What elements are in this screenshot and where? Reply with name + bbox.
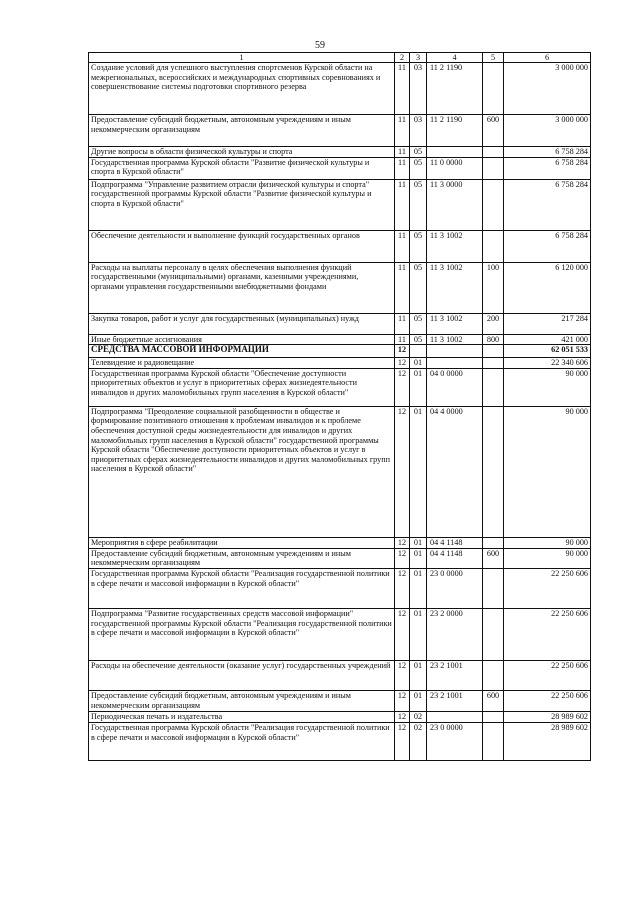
target-article-code (427, 358, 483, 369)
table-row (89, 115, 591, 147)
table-row (89, 345, 591, 358)
subsection-code: 02 (410, 722, 427, 760)
target-article-code: 11 3 1002 (427, 230, 483, 262)
subsection-code: 05 (410, 313, 427, 334)
table-row (89, 63, 591, 115)
target-article-code: 04 0 0000 (427, 368, 483, 406)
table-row (89, 406, 591, 537)
header-cell: 4 (427, 53, 483, 63)
target-article-code (427, 345, 483, 358)
expense-type-code: 100 (483, 262, 504, 313)
expense-type-code (483, 660, 504, 690)
target-article-code: 23 2 1001 (427, 660, 483, 690)
table-row (89, 368, 591, 406)
row-name: Предоставление субсидий бюджетным, автономным учреждениям и иным некоммерческим организациям (89, 690, 395, 711)
section-code: 11 (395, 147, 410, 158)
table-row (89, 690, 591, 711)
amount: 90 000 (504, 406, 591, 537)
row-name: Обеспечение деятельности и выполнение функций государственных органов (89, 230, 395, 262)
expense-type-code (483, 147, 504, 158)
row-name: Подпрограмма "Развитие государственных средств массовой информации" государственной программы Курской области "Реализация государственной политики в сфере печати и массовой информации в Курской области" (89, 608, 395, 660)
table-row (89, 334, 591, 345)
header-cell: 6 (504, 53, 591, 63)
amount: 90 000 (504, 368, 591, 406)
table-row (89, 358, 591, 369)
amount: 6 758 284 (504, 179, 591, 230)
section-code: 12 (395, 345, 410, 358)
expense-type-code (483, 230, 504, 262)
row-name: Подпрограмма "Управление развитием отрасли физической культуры и спорта" государственной программы Курской области "Развитие физической культуры и спорта в Курской области" (89, 179, 395, 230)
expense-type-code: 600 (483, 115, 504, 147)
section-code: 12 (395, 608, 410, 660)
amount: 22 250 606 (504, 568, 591, 608)
section-code: 12 (395, 711, 410, 722)
section-code: 11 (395, 313, 410, 334)
expense-type-code (483, 157, 504, 179)
target-article-code: 23 0 0000 (427, 568, 483, 608)
subsection-code: 03 (410, 63, 427, 115)
table-row (89, 230, 591, 262)
subsection-code: 05 (410, 157, 427, 179)
table-row (89, 157, 591, 179)
subsection-code: 05 (410, 230, 427, 262)
header-cell: 1 (89, 53, 395, 63)
section-code: 11 (395, 262, 410, 313)
target-article-code (427, 147, 483, 158)
amount: 62 051 533 (504, 345, 591, 358)
section-code: 11 (395, 157, 410, 179)
table-row (89, 568, 591, 608)
subsection-code: 05 (410, 147, 427, 158)
table-row (89, 537, 591, 548)
row-name: Предоставление субсидий бюджетным, автономным учреждениям и иным некоммерческим организациям (89, 115, 395, 147)
expense-type-code: 200 (483, 313, 504, 334)
row-name: Создание условий для успешного выступления спортсменов Курской области на межрегиональных, всероссийских и международных спортивных соревнованиях и совершенствование системы подготовки спортивного резерва (89, 63, 395, 115)
table-row (89, 608, 591, 660)
subsection-code: 05 (410, 179, 427, 230)
subsection-code: 01 (410, 608, 427, 660)
table-row (89, 711, 591, 722)
section-code: 11 (395, 63, 410, 115)
amount: 6 758 284 (504, 147, 591, 158)
row-name: Расходы на обеспечение деятельности (оказание услуг) государственных учреждений (89, 660, 395, 690)
section-code: 12 (395, 537, 410, 548)
section-code: 12 (395, 548, 410, 568)
target-article-code: 11 3 1002 (427, 313, 483, 334)
section-code: 12 (395, 568, 410, 608)
amount: 28 989 602 (504, 722, 591, 760)
section-code: 12 (395, 358, 410, 369)
subsection-code: 01 (410, 660, 427, 690)
row-name: Расходы на выплаты персоналу в целях обеспечения выполнения функций государственными (муниципальными) органами, казенными учреждениями, органами управления государственными внебюджетными фондами (89, 262, 395, 313)
target-article-code: 23 2 0000 (427, 608, 483, 660)
amount: 217 284 (504, 313, 591, 334)
section-code: 12 (395, 406, 410, 537)
section-code: 11 (395, 115, 410, 147)
table-row (89, 722, 591, 760)
expense-type-code (483, 345, 504, 358)
subsection-code: 01 (410, 358, 427, 369)
table-row (89, 548, 591, 568)
row-name: Периодическая печать и издательства (89, 711, 395, 722)
row-name: Подпрограмма "Преодоление социальной разобщенности в обществе и формирование позитивного отношения к проблемам инвалидов и к проблеме обеспечения доступной среды жизнедеятельности для инвалидов и других маломобильных групп населения в Курской области" государственной программы Курской области "Обеспечение доступности приоритетных объектов и услуг в приоритетных сферах жизнедеятельности инвалидов и других маломобильных групп населения в Курской области" (89, 406, 395, 537)
expense-type-code: 600 (483, 690, 504, 711)
table-row (89, 262, 591, 313)
amount: 22 250 606 (504, 660, 591, 690)
expense-type-code (483, 537, 504, 548)
subsection-code: 01 (410, 406, 427, 537)
subsection-code: 05 (410, 262, 427, 313)
row-name: Государственная программа Курской области "Реализация государственной политики в сфере печати и массовой информации в Курской области" (89, 568, 395, 608)
amount: 22 250 606 (504, 690, 591, 711)
target-article-code: 04 4 1148 (427, 548, 483, 568)
target-article-code: 11 3 1002 (427, 334, 483, 345)
expense-type-code (483, 711, 504, 722)
expense-type-code (483, 368, 504, 406)
expense-type-code: 800 (483, 334, 504, 345)
table-row (89, 313, 591, 334)
subsection-code: 02 (410, 711, 427, 722)
section-code: 11 (395, 179, 410, 230)
subsection-code: 01 (410, 368, 427, 406)
subsection-code: 01 (410, 690, 427, 711)
subsection-code: 01 (410, 568, 427, 608)
amount: 90 000 (504, 548, 591, 568)
table-row (89, 660, 591, 690)
target-article-code: 04 4 1148 (427, 537, 483, 548)
target-article-code: 11 3 1002 (427, 262, 483, 313)
amount: 421 000 (504, 334, 591, 345)
amount: 3 000 000 (504, 115, 591, 147)
target-article-code (427, 711, 483, 722)
target-article-code: 11 2 1190 (427, 115, 483, 147)
expense-type-code (483, 722, 504, 760)
amount: 28 989 602 (504, 711, 591, 722)
header-cell: 3 (410, 53, 427, 63)
header-cell: 5 (483, 53, 504, 63)
target-article-code: 23 2 1001 (427, 690, 483, 711)
row-name: Предоставление субсидий бюджетным, автономным учреждениям и иным некоммерческим организациям (89, 548, 395, 568)
header-cell: 2 (395, 53, 410, 63)
target-article-code: 11 3 0000 (427, 179, 483, 230)
subsection-code (410, 345, 427, 358)
amount: 90 000 (504, 537, 591, 548)
amount: 22 250 606 (504, 608, 591, 660)
expense-type-code (483, 406, 504, 537)
row-name: Иные бюджетные ассигнования (89, 334, 395, 345)
subsection-code: 03 (410, 115, 427, 147)
expense-type-code (483, 358, 504, 369)
row-name: Закупка товаров, работ и услуг для государственных (муниципальных) нужд (89, 313, 395, 334)
target-article-code: 04 4 0000 (427, 406, 483, 537)
amount: 6 758 284 (504, 230, 591, 262)
section-code: 11 (395, 334, 410, 345)
row-name: Другие вопросы в области физической культуры и спорта (89, 147, 395, 158)
target-article-code: 23 0 0000 (427, 722, 483, 760)
amount: 6 120 000 (504, 262, 591, 313)
amount: 6 758 284 (504, 157, 591, 179)
row-name: Государственная программа Курской области "Развитие физической культуры и спорта в Курской области" (89, 157, 395, 179)
expense-type-code (483, 63, 504, 115)
budget-table (88, 52, 591, 761)
row-name: СРЕДСТВА МАССОВОЙ ИНФОРМАЦИИ (89, 345, 395, 358)
row-name: Государственная программа Курской области "Обеспечение доступности приоритетных объектов и услуг в приоритетных сферах жизнедеятельности инвалидов и других маломобильных групп населения в Курской области" (89, 368, 395, 406)
row-name: Государственная программа Курской области "Реализация государственной политики в сфере печати и массовой информации в Курской области" (89, 722, 395, 760)
amount: 3 000 000 (504, 63, 591, 115)
section-code: 12 (395, 690, 410, 711)
section-code: 12 (395, 722, 410, 760)
header-row (89, 53, 591, 63)
section-code: 12 (395, 660, 410, 690)
subsection-code: 05 (410, 334, 427, 345)
row-name: Мероприятия в сфере реабилитации (89, 537, 395, 548)
expense-type-code (483, 608, 504, 660)
page-number: 59 (315, 40, 325, 51)
table-row (89, 147, 591, 158)
amount: 22 340 606 (504, 358, 591, 369)
expense-type-code (483, 179, 504, 230)
subsection-code: 01 (410, 537, 427, 548)
section-code: 12 (395, 368, 410, 406)
expense-type-code (483, 568, 504, 608)
expense-type-code: 600 (483, 548, 504, 568)
row-name: Телевидение и радиовещание (89, 358, 395, 369)
section-code: 11 (395, 230, 410, 262)
subsection-code: 01 (410, 548, 427, 568)
target-article-code: 11 2 1190 (427, 63, 483, 115)
table-row (89, 179, 591, 230)
target-article-code: 11 0 0000 (427, 157, 483, 179)
